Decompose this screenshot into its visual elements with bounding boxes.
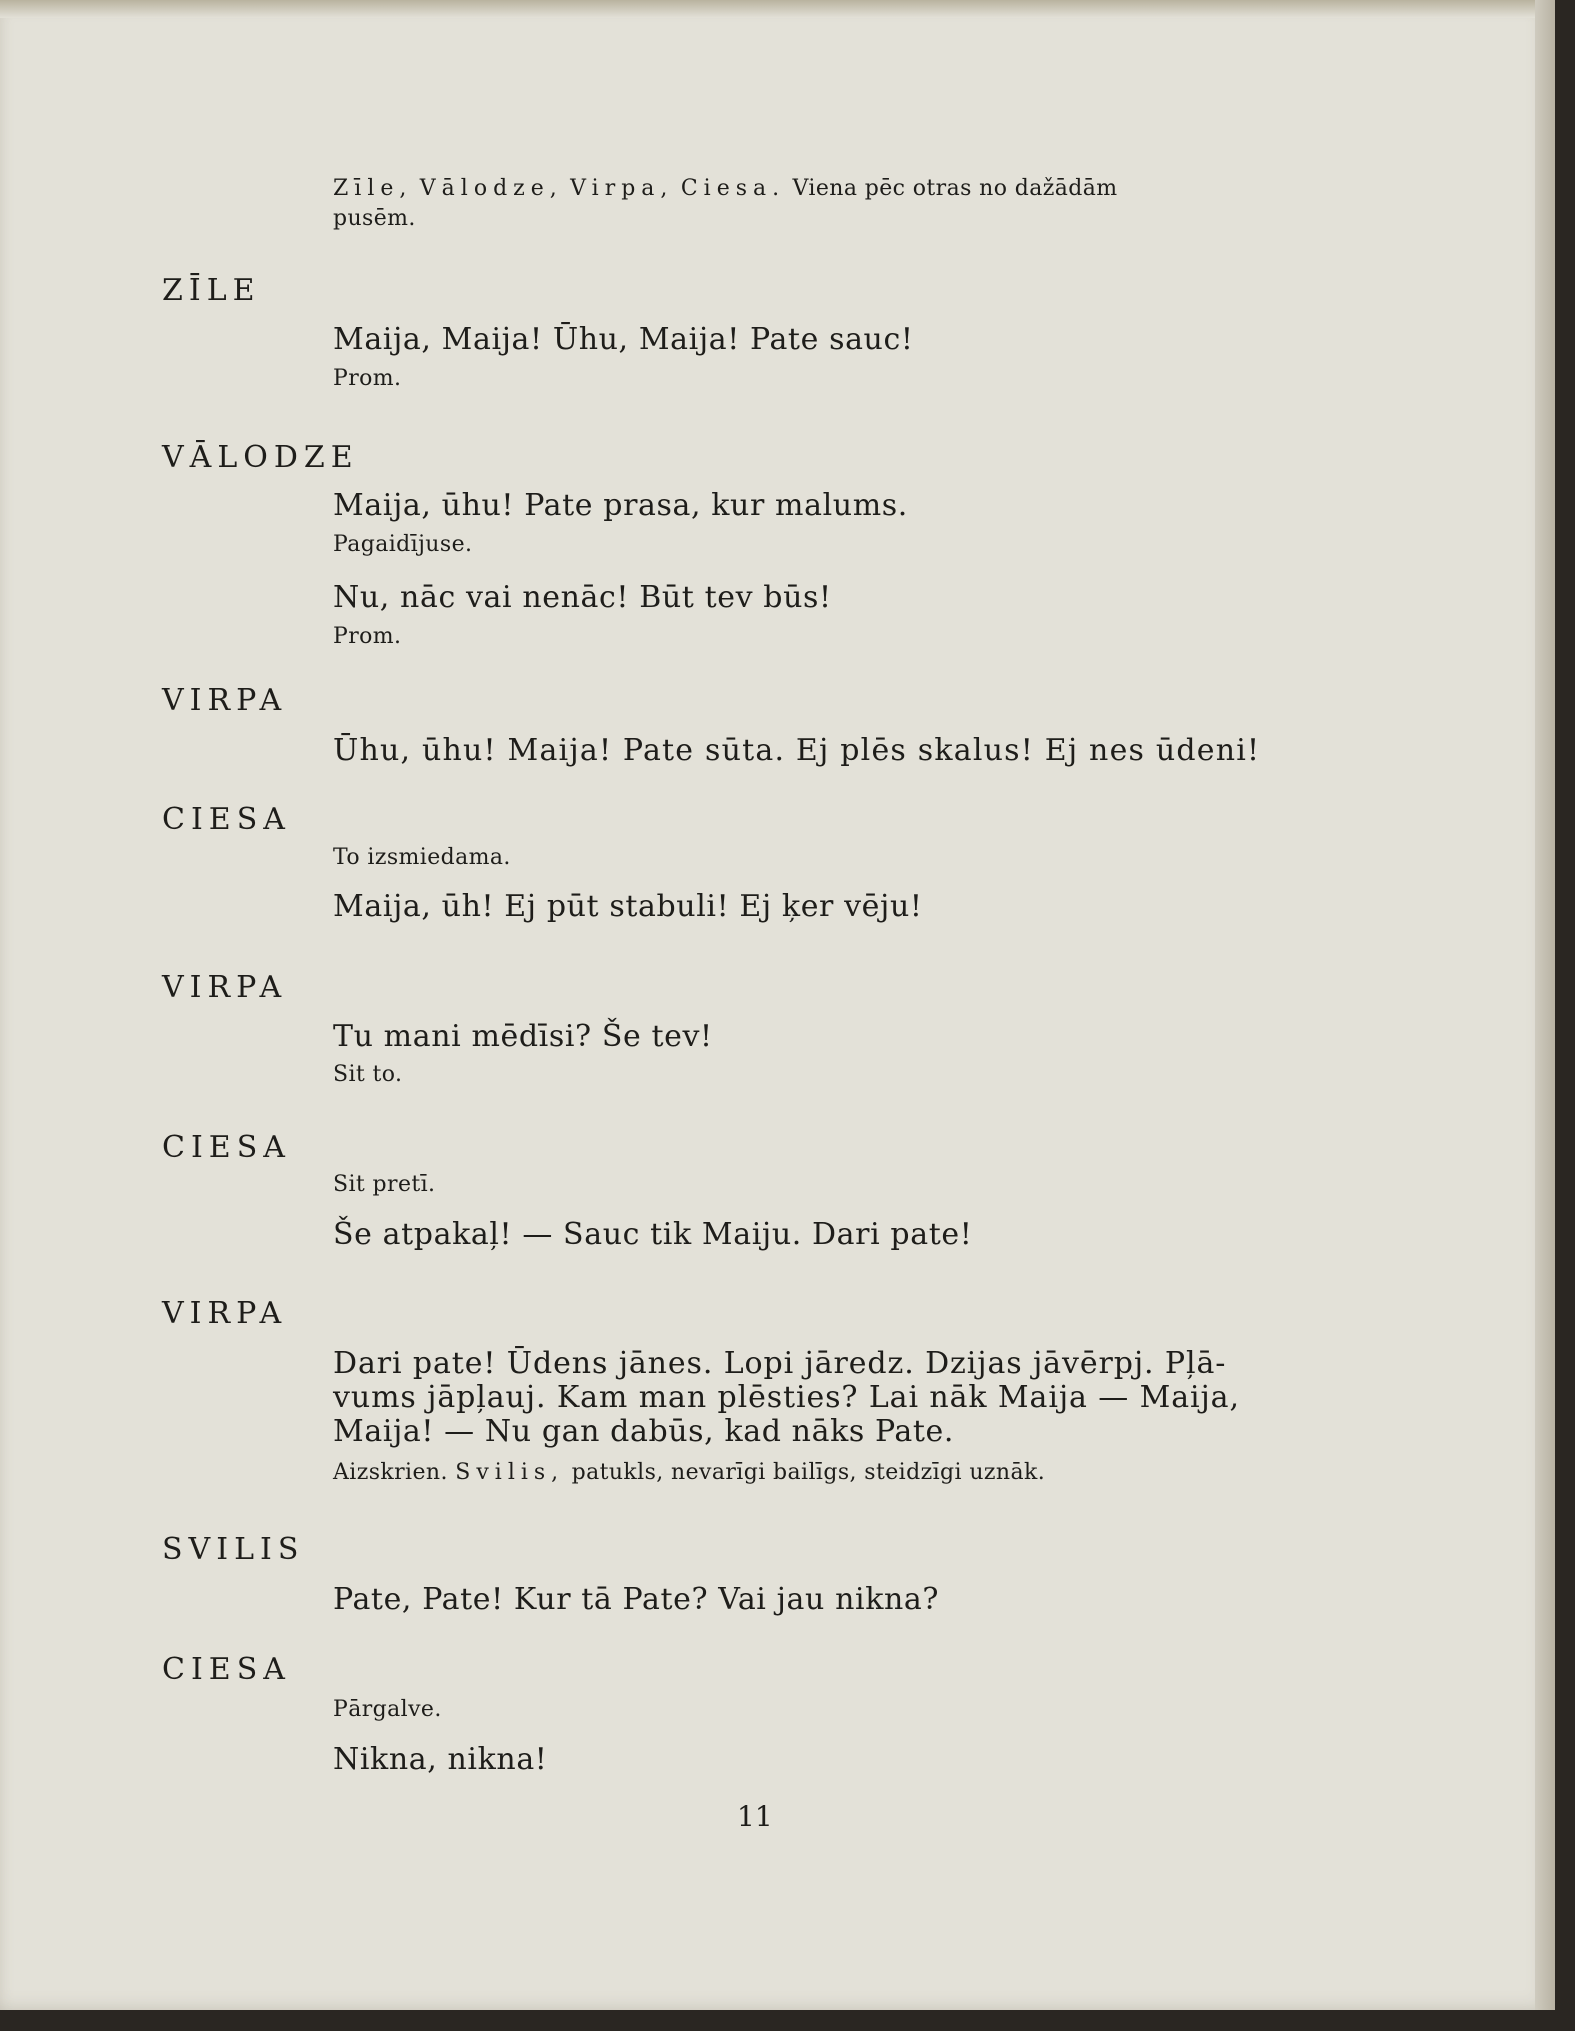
character-name: Virpa,	[570, 176, 674, 201]
speech-line: Tu mani mēdīsi? Še tev!	[333, 1019, 713, 1054]
speaker-name: CIESA	[162, 1652, 291, 1687]
character-name: Svilis,	[455, 1460, 565, 1485]
speech-line: Maija! — Nu gan dabūs, kad nāks Pate.	[333, 1414, 955, 1449]
stage-direction: Prom.	[333, 366, 402, 391]
stage-direction: Sit pretī.	[333, 1172, 436, 1197]
speech-line: vums jāpļauj. Kam man plēsties? Lai nāk Maija — Maija,	[333, 1380, 1240, 1415]
character-name: Ciesa.	[680, 176, 786, 201]
stage-direction: Pagaidījuse.	[333, 532, 473, 557]
opening-direction-line1	[333, 176, 1118, 201]
speech-line: Ūhu, ūhu! Maija! Pate sūta. Ej plēs skalus! Ej nes ūdeni!	[333, 733, 1261, 768]
speech-line: Maija, Maija! Ūhu, Maija! Pate sauc!	[333, 322, 914, 357]
speech-line: Maija, ūh! Ej pūt stabuli! Ej ķer vēju!	[333, 889, 923, 924]
speaker-name: CIESA	[162, 1130, 291, 1165]
stage-direction-text: patukls, nevarīgi bailīgs, steidzīgi uznāk.	[571, 1460, 1046, 1485]
speech-line: Še atpakaļ! — Sauc tik Maiju. Dari pate!	[333, 1217, 973, 1252]
speaker-name: ZĪLE	[162, 273, 261, 308]
stage-direction	[333, 1460, 1045, 1485]
page-number: 11	[737, 1800, 773, 1833]
stage-direction: Sit to.	[333, 1062, 403, 1087]
stage-direction-text: Aizskrien.	[333, 1460, 448, 1485]
stage-direction: Prom.	[333, 624, 402, 649]
speech-line: Pate, Pate! Kur tā Pate? Vai jau nikna?	[333, 1582, 940, 1617]
character-name: Vālodze,	[419, 176, 563, 201]
stage-direction: To izsmiedama.	[333, 845, 511, 870]
speaker-name: VIRPA	[162, 1296, 288, 1331]
speech-line: Dari pate! Ūdens jānes. Lopi jāredz. Dzijas jāvērpj. Pļā-	[333, 1346, 1227, 1381]
speech-line: Maija, ūhu! Pate prasa, kur malums.	[333, 488, 908, 523]
opening-direction-line2: pusēm.	[333, 206, 416, 231]
speaker-name: VIRPA	[162, 683, 288, 718]
speaker-name: VĀLODZE	[162, 440, 359, 475]
stage-direction-text: Viena pēc otras no dažādām	[792, 176, 1118, 201]
character-name: Zīle,	[333, 176, 413, 201]
speech-line: Nu, nāc vai nenāc! Būt tev būs!	[333, 580, 832, 615]
speech-line: Nikna, nikna!	[333, 1742, 548, 1777]
speaker-name: VIRPA	[162, 970, 288, 1005]
stage-direction: Pārgalve.	[333, 1697, 442, 1722]
speaker-name: CIESA	[162, 802, 291, 837]
speaker-name: SVILIS	[162, 1532, 305, 1567]
